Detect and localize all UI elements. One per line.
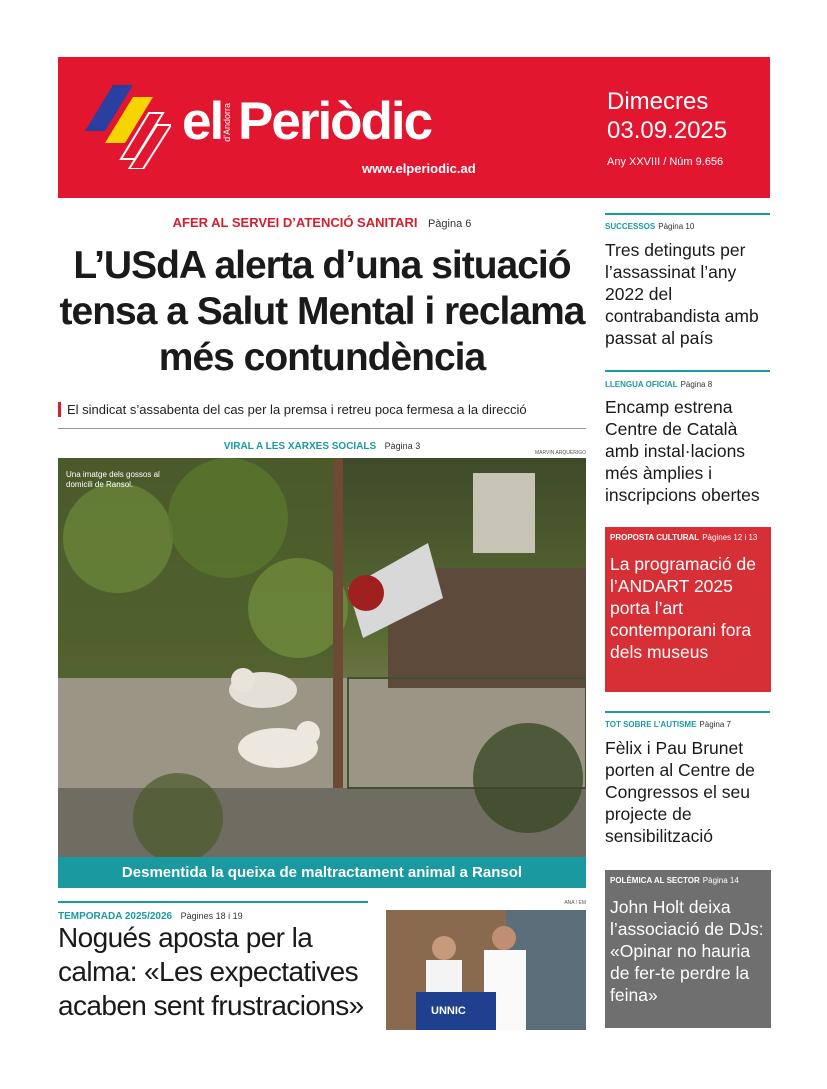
lead-kicker-row	[58, 214, 586, 232]
divider	[605, 213, 770, 215]
issue-number: Any XXVIII / Núm 9.656	[607, 156, 724, 168]
sidebar-box-cultural[interactable]	[605, 527, 771, 692]
lead-subline-text: El sindicat s’assabenta del cas per la premsa i retreu poca fermesa a la direcció	[67, 402, 527, 417]
divider	[605, 370, 770, 372]
divider	[58, 901, 368, 903]
sidebar-page-ref: Pàgina 10	[658, 222, 695, 231]
sidebar-kicker: SUCCESSOS	[605, 222, 656, 231]
issue-day: Dimecres	[607, 88, 709, 115]
sidebar-kicker-row	[605, 222, 694, 231]
sidebar-box-text: John Holt deixa l’associació de DJs: «Opinar no hauria de fer-te perdre la feina»	[610, 897, 764, 1005]
jersey-text: UNNIC	[431, 1005, 466, 1017]
sidebar-kicker: LLENGUA OFICIAL	[605, 380, 678, 389]
lead-kicker: AFER AL SERVEI D’ATENCIÓ SANITARI	[172, 215, 418, 230]
bottom-kicker: TEMPORADA 2025/2026	[58, 911, 173, 922]
sidebar-box-text: La programació de l’ANDART 2025 porta l’art contemporani fora dels museus	[610, 554, 756, 662]
logo-stripes-icon	[85, 83, 171, 169]
photo-banner[interactable]: Desmentida la queixa de maltractament animal a Ransol	[58, 857, 586, 888]
sidebar-kicker: TOT SOBRE L’AUTISME	[605, 720, 697, 729]
sidebar-kicker-row	[605, 720, 731, 729]
sidebar-page-ref: Pàgina 8	[680, 380, 713, 389]
masthead	[58, 57, 770, 198]
bottom-photo-credit: ANA / EM	[564, 900, 586, 906]
red-bar	[58, 402, 61, 417]
divider	[605, 711, 770, 713]
issue-date: 03.09.2025	[607, 117, 728, 144]
photo-page-ref: Pàgina 3	[384, 441, 421, 451]
photo-credit: MARVIN ARQUERIGO	[534, 450, 586, 456]
sidebar-box-polemica[interactable]	[605, 870, 771, 1028]
masthead-url[interactable]: www.elperiodic.ad	[362, 161, 476, 176]
sidebar-story-llengua[interactable]: Encamp estrena Centre de Català amb instal·lacions més àmplies i inscripcions obertes	[605, 397, 760, 505]
sidebar-page-ref: Pàgines 12 i 13	[702, 533, 758, 542]
lead-page-ref: Pàgina 6	[427, 218, 472, 230]
photo-kicker: VIRAL A LES XARXES SOCIALS	[223, 441, 377, 452]
sidebar-story-autisme[interactable]: Fèlix i Pau Brunet porten al Centre de Congressos el seu projecte de sensibilització	[605, 738, 755, 846]
sidebar-kicker-row	[610, 533, 757, 542]
photo-caption: Una imatge dels gossos al domicili de Ransol.	[66, 470, 160, 489]
dogs-photo[interactable]	[58, 458, 586, 858]
lead-subline	[58, 402, 586, 417]
sidebar-kicker: PROPOSTA CULTURAL	[610, 533, 700, 542]
sidebar-page-ref: Pàgina 7	[699, 720, 732, 729]
sidebar-story-successos[interactable]: Tres detinguts per l’assassinat l’any 2022 del contrabandista amb passat al país	[605, 240, 759, 348]
sidebar-kicker: POLÈMICA AL SECTOR	[610, 876, 700, 885]
bottom-headline[interactable]: Nogués aposta per la calma: «Les expectatives acaben sent frustracions»	[58, 922, 364, 1021]
sidebar-kicker-row	[610, 876, 739, 885]
sidebar-kicker-row	[605, 380, 712, 389]
interview-photo[interactable]	[386, 910, 586, 1030]
divider	[58, 428, 586, 429]
logo-dandorra: d'Andorra	[222, 103, 232, 142]
sidebar-page-ref: Pàgina 14	[702, 876, 739, 885]
logo-name: Periòdic	[238, 92, 432, 151]
bottom-page-ref: Pàgines 18 i 19	[180, 911, 243, 921]
lead-headline[interactable]: L’USdA alerta d’una situació tensa a Salut Mental i reclama més contundència	[59, 244, 585, 379]
logo-el: el	[182, 92, 223, 151]
